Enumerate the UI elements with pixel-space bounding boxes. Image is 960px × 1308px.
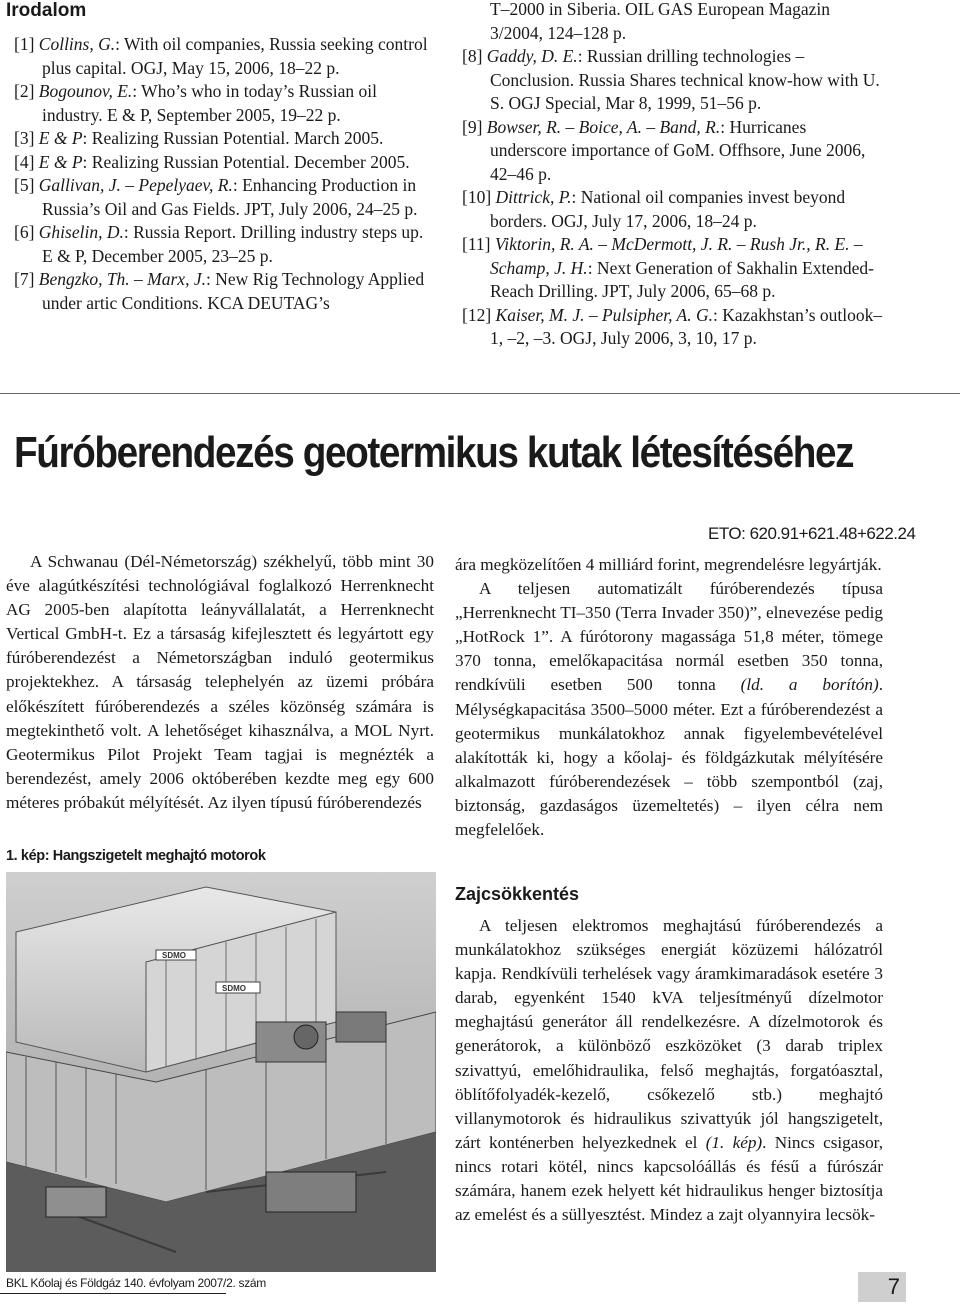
reference-number: [2] — [14, 81, 35, 101]
reference-item — [14, 80, 434, 127]
article-title: Fúróberendezés geotermikus kutak létesítéséhez — [14, 428, 854, 477]
reference-number: [4] — [14, 151, 35, 172]
reference-author: Collins, G. — [38, 34, 116, 54]
reference-author: E & P — [38, 151, 83, 172]
noise-text-cont: . Nincs csigasor, nincs rotari kötél, nincs kapcsolóállás és fésű a fúrószár számára, hanem ezek helyett két hidraulikus henger biztosítja az emelést és a süllyesztést. Mindez a zajt olyannyira lecsök- — [455, 1132, 884, 1225]
reference-number: [3] — [14, 128, 35, 148]
intro-paragraph: A Schwanau (Dél-Németország) székhelyű, több mint 30 éve alagútkészítési technológiával foglalkozó Herrenknecht AG 2005-ben alapította leányvállalatát, a Herrenknecht Vertical GmbH-t. Ez a társaság kifejlesztett és legyártott egy fúróberendezést a Németországban induló geotermikus projektekhez. A társaság telephelyén az üzemi próbára előkészített fúróberendezés a széles közönség számára is megtekinthető volt. A lehetőséget kihasználva, a MOL Nyrt. Geotermikus Pilot Projekt Team tagjai is megnézték a berendezést, amely 2006 októberében kezdte meg egy 600 méteres próbakút mélyítését. Az ilyen típusú fúróberendezés — [6, 552, 434, 812]
reference-number: [12] — [462, 304, 492, 325]
reference-number: [11] — [462, 234, 491, 254]
reference-item — [462, 45, 887, 116]
reference-text: : Russian drilling technologies – Conclusion. Russia Shares technical know-how with U. S. OGJ Special, Mar 8, 1999, 51–56 p. — [490, 46, 880, 113]
reference-number: [7] — [14, 269, 35, 289]
reference-text: : With oil companies, Russia seeking control plus capital. OGJ, May 15, 2006, 18–22 p. — [42, 34, 428, 78]
reference-number: [6] — [14, 222, 35, 242]
noise-section — [455, 914, 883, 1227]
reference-item — [14, 151, 434, 175]
section-heading-noise: Zajcsökkentés — [455, 884, 580, 904]
photo-caption: 1. kép: Hangszigetelt meghajtó motorok — [6, 848, 266, 864]
reference-text: : Realizing Russian Potential. December 2005. — [82, 151, 410, 172]
article-right-column — [455, 553, 883, 842]
reference-author: Ghiselin, D. — [38, 222, 124, 242]
reference-item — [462, 186, 887, 233]
reference-item — [14, 33, 434, 80]
reference-text: : National oil companies invest beyond borders. OGJ, July 17, 2006, 18–24 p. — [490, 187, 846, 231]
eto-classification: ETO: 620.91+621.48+622.24 — [708, 524, 916, 543]
reference-author: Kaiser, M. J. – Pulsipher, A. G. — [495, 304, 713, 325]
reference-item — [462, 233, 887, 304]
article-left-column — [6, 550, 434, 815]
reference-item — [14, 174, 434, 221]
rig-spec-text-cont: . Mélységkapacitása 3500–5000 méter. Ezt a fúróberendezést a geotermikus munkálatokhoz annak figyelembevételével alakították ki, hogy a kőolaj- és földgázkutak mélyítésére alkalmazott fúróberendezések – több szempontból (zaj, biztonság, gazdaságos üzemeltetés) – ilyen célra nem megfelelőek. — [455, 675, 883, 840]
photo-logo-2: SDMO — [222, 984, 246, 993]
reference-text: : Next Generation of Sakhalin Extended-Reach Drilling. JPT, July 2006, 65–68 p. — [490, 257, 874, 301]
reference-continuation: T–2000 in Siberia. OIL GAS European Magazin 3/2004, 124–128 p. — [490, 0, 831, 43]
reference-number: [1] — [14, 34, 35, 54]
reference-author: Bogounov, E. — [38, 81, 133, 101]
rig-spec-paragraph — [455, 577, 883, 842]
journal-footer: BKL Kőolaj és Földgáz 140. évfolyam 2007/2. szám — [6, 1276, 266, 1290]
photo-logo-1: SDMO — [162, 951, 186, 960]
section-divider — [0, 393, 960, 394]
reference-text: : Realizing Russian Potential. March 2005. — [82, 128, 384, 148]
reference-item — [462, 116, 887, 187]
rig-spec-text: A teljesen automatizált fúróberendezés típusa „Herrenknecht TI–350 (Terra Invader 350)”, elnevezése pedig „HotRock 1”. A fúrótorony magassága 51,8 méter, tömege 370 tonna, emelőkapacitása normál esetben 350 tonna, rendkívüli esetben 500 tonna — [455, 579, 883, 695]
reference-item — [14, 127, 434, 151]
reference-text: : Who’s who in today’s Russian oil industry. E & P, September 2005, 19–22 p. — [42, 81, 377, 125]
reference-author: E & P — [38, 128, 83, 148]
reference-item — [462, 304, 887, 351]
references-heading: Irodalom — [6, 0, 87, 21]
reference-text: : Enhancing Production in Russia’s Oil and Gas Fields. JPT, July 2006, 24–25 p. — [42, 175, 418, 219]
reference-text: : Hurricanes underscore importance of GoM. Offhsore, June 2006, 42–46 p. — [490, 116, 866, 184]
reference-text: : Kazakhstan’s outlook–1, –2, –3. OGJ, July 2006, 3, 10, 17 p. — [490, 304, 883, 348]
page-number: 7 — [858, 1272, 906, 1302]
reference-author: Bengzko, Th. – Marx, J. — [38, 269, 206, 289]
noise-text: A teljesen elektromos meghajtású fúróberendezés a munkálatokhoz szükséges energiát közüzemi hálózatról kapja. Rendkívüli terhelések vagy áramkimaradások esetére 3 darab, egyenként 1540 kVA teljesítményű dízelmotor meghajtású generátor áll rendelkezésre. A dízelmotorok és generátorok, a különböző eszközöket (3 darab triplex szivattyú, emelőhidraulika, felső meghajtás, forgatóasztal, öblítőfolyadék-kezelő, csőkezelő stb.) meghajtó villanymotorok és hidraulikus szivattyúk jól hangszigetelt, zárt konténerben helyezkednek el — [455, 916, 883, 1152]
reference-number: [9] — [462, 116, 483, 137]
reference-author: Viktorin, R. A. – McDermott, J. R. – Rush Jr., R. E. – Schamp, J. H. — [490, 234, 863, 278]
photo-reference: (1. kép) — [705, 1132, 763, 1152]
reference-number: [5] — [14, 175, 35, 195]
reference-item — [14, 221, 434, 268]
noise-paragraph — [455, 914, 883, 1227]
price-paragraph: ára megközelítően 4 milliárd forint, megrendelésre legyártják. — [455, 555, 882, 574]
reference-text: : Russia Report. Drilling industry steps up. E & P, December 2005, 23–25 p. — [42, 222, 424, 266]
reference-text: : New Rig Technology Applied under artic Conditions. KCA DEUTAG’s — [42, 269, 425, 313]
reference-author: Gallivan, J. – Pepelyaev, R. — [38, 175, 233, 195]
reference-author: Dittrick, P. — [495, 187, 572, 207]
rig-photo — [6, 872, 436, 1272]
reference-author: Bowser, R. – Boice, A. – Band, R. — [486, 116, 721, 137]
cover-reference: (ld. a borítón) — [740, 675, 879, 695]
rig-photo-image — [6, 872, 436, 1272]
references-right-column — [462, 0, 887, 351]
reference-number: [10] — [462, 187, 492, 207]
reference-author: Gaddy, D. E. — [486, 46, 578, 66]
references-left-column — [14, 33, 434, 315]
reference-item — [14, 268, 434, 315]
reference-number: [8] — [462, 46, 483, 66]
footer-rule — [0, 1293, 226, 1294]
